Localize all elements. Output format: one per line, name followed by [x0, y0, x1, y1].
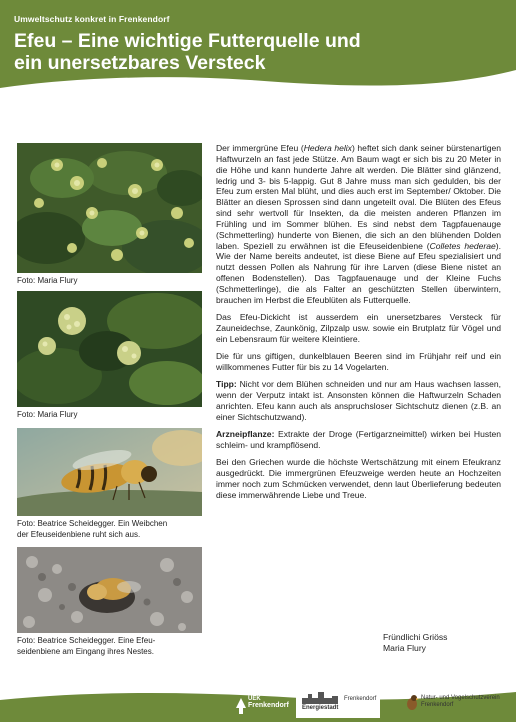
medicinal-label: Arzneipflanze:	[216, 429, 275, 440]
logo-uek-line1: UEK	[248, 696, 261, 702]
header-kicker: Umweltschutz konkret in Frenkendorf	[14, 14, 170, 24]
logo-uek	[248, 696, 289, 709]
page-title-line2: ein unersetzbares Versteck	[14, 52, 266, 74]
latin-name-colletes: Colletes hederae	[429, 240, 496, 251]
caption-photo-4	[17, 636, 207, 657]
logo-nvv-line2: Frenkendorf	[421, 702, 454, 708]
energiestadt-icon	[302, 692, 342, 704]
caption-photo-4-line1: Foto: Beatrice Scheidegger. Eine Efeu-	[17, 636, 156, 645]
photo-ivy-bee-nest	[17, 547, 202, 633]
logo-energiestadt-line2: Frenkendorf	[344, 696, 377, 702]
closing-name: Maria Flury	[383, 643, 426, 653]
paragraph-6: Bei den Griechen wurde die höchste Wertschätzung mit einem Efeukranz ausgedrückt. Die immergrünen Efeuzweige werden heute an Hochzeiten immer noch zum Schmücken verwendet, denn laut Überlieferung bedeuten diese immerwährende Liebe und Treue.	[216, 457, 501, 500]
tip-label: Tipp:	[216, 379, 237, 390]
uek-icon	[236, 698, 246, 714]
page-title-line1: Efeu – Eine wichtige Futterquelle und	[14, 30, 361, 52]
caption-photo-1: Foto: Maria Flury	[17, 276, 78, 285]
closing-signature	[383, 632, 447, 654]
logo-nvv-line1: Natur- und Vogelschutzverein	[421, 695, 500, 701]
paragraph-1-text-c: ). Wie der Name bereits andeutet, ist diese Biene auf Efeu spezialisiert und nutzt dessen Pollen als Nahrung für ihre Larven (diese Biene nistet an offenen Bodenstellen). Das Tagpfauenauge und der Kleine Fuchs (Schmetterlinge), die als Falter an geschützten Stellen überwintern, brauchen im Herbst die Efeublüten als Futterquelle.	[216, 240, 501, 305]
tip-text: Nicht vor dem Blühen schneiden und nur am Haus wachsen lassen, wenn der Verputz intakt ist. Ansonsten können die Haftwurzeln Schaden anrichten. Efeu kann auch als anspruchsloser Sichtschutz dienen (z.B. an einer Sichtschutzwand).	[216, 379, 501, 422]
article-body	[216, 143, 501, 507]
paragraph-3: Die für uns giftigen, dunkelblauen Beeren sind im Frühjahr reif und ein willkommenes Futter für bis zu 14 Vogelarten.	[216, 351, 501, 373]
caption-photo-2: Foto: Maria Flury	[17, 410, 78, 419]
caption-photo-3-line1: Foto: Beatrice Scheidegger. Ein Weibchen	[17, 519, 168, 528]
photo-ivy-flowers-1	[17, 143, 202, 273]
medicinal-text: Extrakte der Droge (Fertigarzneimittel) wirken bei Husten schleim- und krampflösend.	[216, 429, 501, 451]
page-title	[14, 30, 484, 74]
bird-icon	[405, 694, 419, 712]
closing-greeting: Fründlichi Griöss	[383, 632, 448, 642]
footer-banner	[0, 686, 516, 722]
paragraph-1-text-a: Der immergrüne Efeu (	[216, 143, 304, 153]
latin-name-hedera: Hedera helix	[303, 143, 352, 153]
paragraph-tip	[216, 379, 501, 422]
logo-uek-line2: Frenkendorf	[248, 701, 289, 709]
paragraph-1	[216, 143, 501, 306]
paragraph-2: Das Efeu-Dickicht ist ausserdem ein unersetzbares Versteck für Zauneidechse, Zaunkönig, Zilpzalp usw. sowie ein Brutplatz für Vögel und ein Lebensraum für weitere Kleintiere.	[216, 312, 501, 344]
caption-photo-4-line2: seidenbiene am Eingang ihres Nestes.	[17, 646, 154, 656]
header-banner	[0, 0, 516, 92]
caption-photo-3	[17, 519, 207, 540]
logo-energiestadt	[296, 690, 380, 718]
logo-nvv	[405, 692, 513, 718]
logo-energiestadt-line1: Energiestadt	[302, 705, 339, 711]
photo-ivy-flowers-2	[17, 291, 202, 407]
paragraph-1-text-b: ) heftet sich dank seiner bürstenartigen Haftwurzeln an fast jede Stütze. Am Baum wagt er sich bis zu 20 Meter in die Höhe und kann hunderte Jahre alt werden. Die Blätter sind glänzend, ledrig und 3- bis 5-lappig. Gut 8 Jahre muss man sich gedulden, bis der Efeu zum ersten Mal blüht, und dies auch erst im September/ Oktober. Die Blätter an diesen Sprossen sind dann ungeteilt oval. Die Blüten des Efeus sind sehr wertvoll für Insekten, da die meisten anderen Pflanzen im Frühling und im Sommer blühen. Es sind nebst dem Tagpfauenauge (Schmetterling) hunderte von Bienen, die sich an den blühenden Dolden laben. Speziell zu erwähnen ist die Efeuseidenbiene (	[216, 143, 501, 251]
photo-ivy-bee-resting	[17, 428, 202, 516]
caption-photo-3-line2: der Efeuseidenbiene ruht sich aus.	[17, 529, 141, 539]
paragraph-medicinal	[216, 429, 501, 451]
